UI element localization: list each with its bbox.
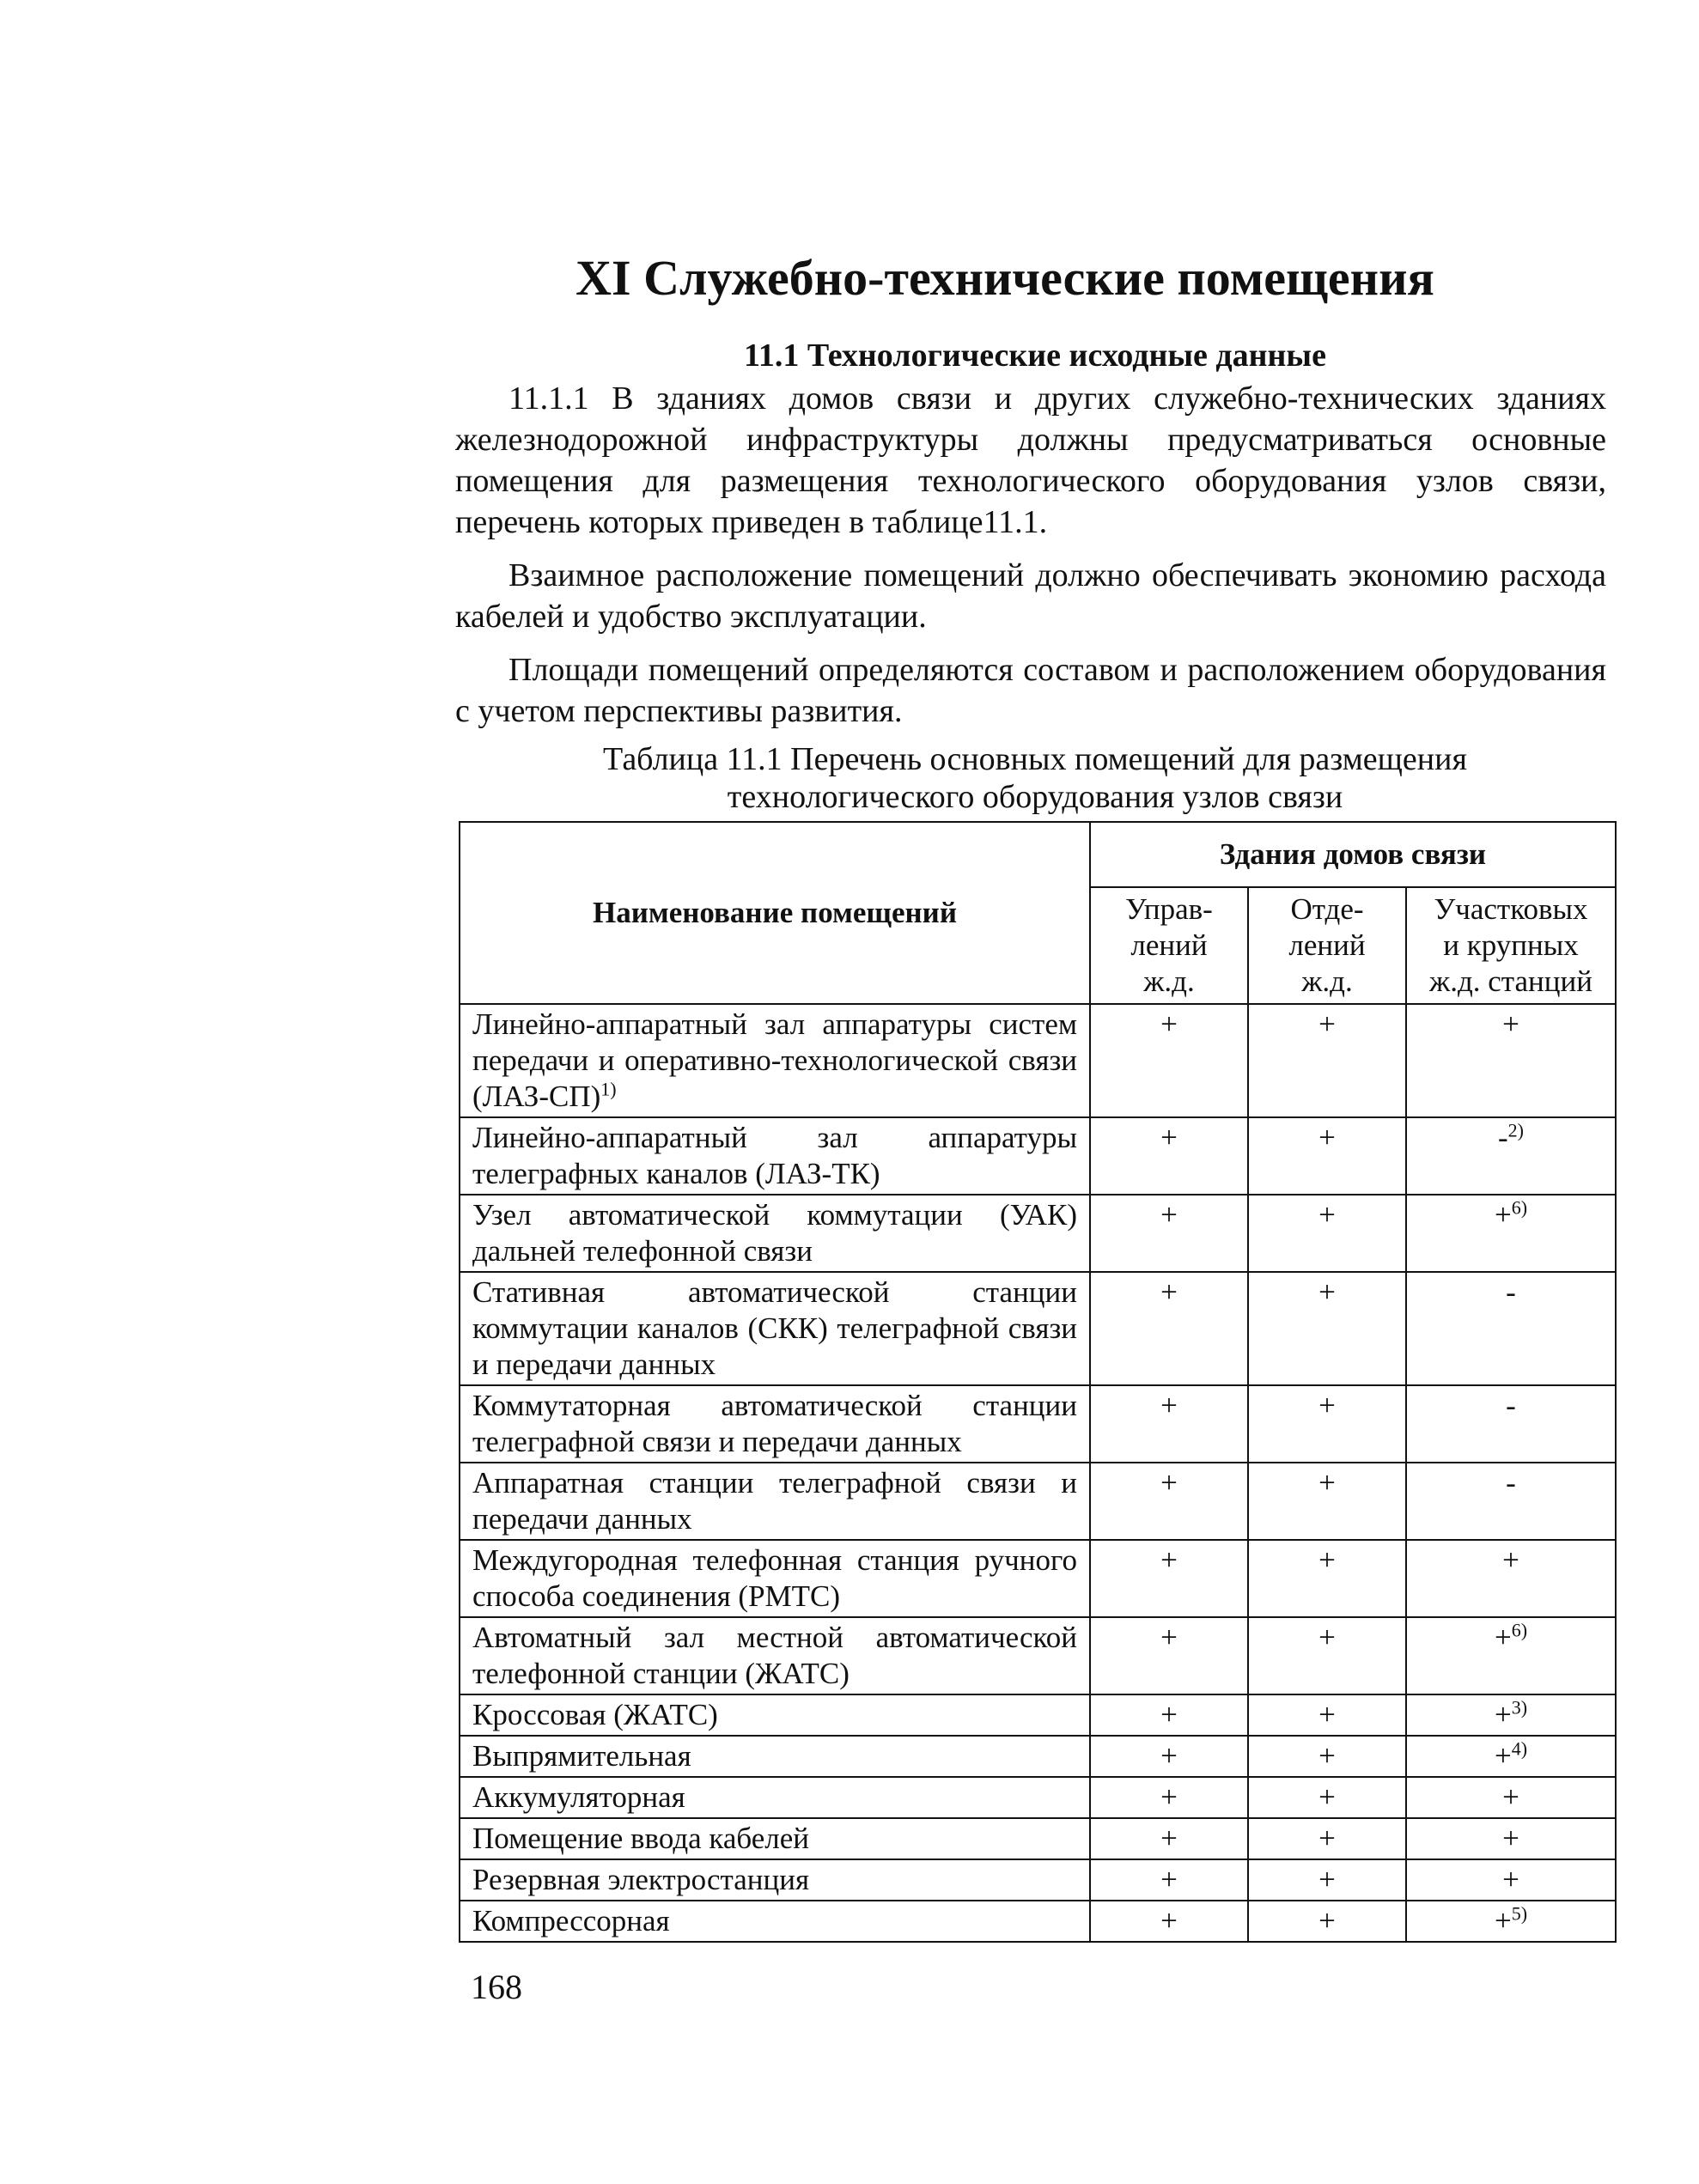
mark-cell-c3 xyxy=(1406,1694,1616,1736)
mark-value: + xyxy=(1318,1543,1336,1577)
table-row xyxy=(460,1004,1616,1117)
table-caption-line: Таблица 11.1 Перечень основных помещений для размещения xyxy=(603,741,1467,777)
header-line: ж.д. xyxy=(1301,964,1353,998)
mark-cell-c2 xyxy=(1248,1859,1406,1901)
table-row xyxy=(460,1463,1616,1540)
mark-cell-c1 xyxy=(1090,1463,1248,1540)
room-name-cell xyxy=(460,1117,1090,1195)
room-name-cell xyxy=(460,1694,1090,1736)
footnote-ref: 5) xyxy=(1511,1902,1528,1925)
mark-value: + xyxy=(1494,1198,1512,1232)
paragraph: 11.1.1 В зданиях домов связи и других служебно-технических зданиях железнодорожной инфраструктуры должны предусматриваться основные помещения для размещения технологического оборудования узлов связи, перечень которых приведен в таблице11.1. xyxy=(455,380,1606,540)
mark-cell-c2 xyxy=(1248,1272,1406,1385)
mark-value: + xyxy=(1318,1389,1336,1422)
header-stations xyxy=(1406,887,1616,1004)
footnote-ref: 6) xyxy=(1511,1196,1528,1219)
mark-cell-c2 xyxy=(1248,1540,1406,1617)
mark-value: + xyxy=(1160,1121,1178,1154)
mark-cell-c3 xyxy=(1406,1540,1616,1617)
room-name-cell xyxy=(460,1540,1090,1617)
mark-value: + xyxy=(1160,1822,1178,1855)
room-name-cell xyxy=(460,1617,1090,1694)
room-name-cell xyxy=(460,1463,1090,1540)
room-name: Узел автоматической коммутации (УАК) дальней телефонной связи xyxy=(472,1198,1077,1268)
mark-value: + xyxy=(1318,1466,1336,1500)
mark-value: + xyxy=(1318,1121,1336,1154)
mark-value: + xyxy=(1318,1780,1336,1814)
mark-cell-c1 xyxy=(1090,1818,1248,1859)
footnote-ref: 6) xyxy=(1511,1619,1528,1641)
mark-value: - xyxy=(1506,1275,1516,1309)
mark-value: + xyxy=(1318,1698,1336,1731)
mark-cell-c1 xyxy=(1090,1901,1248,1942)
mark-value: + xyxy=(1160,1007,1178,1041)
table-row xyxy=(460,1195,1616,1272)
section-title: 11.1 Технологические исходные данные xyxy=(744,338,1326,374)
table-row xyxy=(460,1777,1616,1818)
mark-cell-c3 xyxy=(1406,1463,1616,1540)
mark-value: + xyxy=(1160,1543,1178,1577)
header-buildings: Здания домов связи xyxy=(1090,822,1616,887)
mark-value: + xyxy=(1318,1904,1336,1938)
mark-cell-c1 xyxy=(1090,1540,1248,1617)
mark-value: + xyxy=(1494,1621,1512,1654)
mark-value: + xyxy=(1494,1739,1512,1773)
room-name-cell xyxy=(460,1195,1090,1272)
room-name: Линейно-аппаратный зал аппаратуры систем передачи и оперативно-технологической связи (ЛАЗ-СП) xyxy=(472,1007,1077,1113)
room-name-cell xyxy=(460,1859,1090,1901)
table-row xyxy=(460,1694,1616,1736)
mark-cell-c2 xyxy=(1248,1901,1406,1942)
mark-cell-c1 xyxy=(1090,1694,1248,1736)
header-departments xyxy=(1248,887,1406,1004)
mark-cell-c1 xyxy=(1090,1004,1248,1117)
mark-cell-c3 xyxy=(1406,1901,1616,1942)
room-name: Линейно-аппаратный зал аппаратуры телеграфных каналов (ЛАЗ-ТК) xyxy=(472,1121,1077,1190)
mark-value: + xyxy=(1318,1822,1336,1855)
footnote-ref: 1) xyxy=(600,1078,617,1100)
header-line: и крупных xyxy=(1443,928,1579,962)
mark-value: + xyxy=(1160,1780,1178,1814)
room-name-cell xyxy=(460,1004,1090,1117)
mark-value: - xyxy=(1506,1466,1516,1500)
mark-cell-c3 xyxy=(1406,1195,1616,1272)
mark-value: + xyxy=(1494,1904,1512,1938)
mark-value: + xyxy=(1318,1621,1336,1654)
header-line: Отде- xyxy=(1290,892,1364,926)
room-name-cell xyxy=(460,1818,1090,1859)
mark-value: + xyxy=(1318,1275,1336,1309)
mark-value: + xyxy=(1160,1275,1178,1309)
paragraph: Взаимное расположение помещений должно обеспечивать экономию расхода кабелей и удобство эксплуатации. xyxy=(455,557,1606,635)
mark-value: + xyxy=(1318,1739,1336,1773)
mark-value: + xyxy=(1502,1780,1519,1814)
room-name-cell xyxy=(460,1901,1090,1942)
mark-value: + xyxy=(1502,1822,1519,1855)
table-body xyxy=(460,1004,1616,1942)
room-name-cell xyxy=(460,1736,1090,1777)
room-name: Выпрямительная xyxy=(472,1739,691,1773)
room-name: Компрессорная xyxy=(472,1904,670,1938)
mark-cell-c1 xyxy=(1090,1617,1248,1694)
mark-cell-c1 xyxy=(1090,1859,1248,1901)
mark-cell-c3 xyxy=(1406,1859,1616,1901)
mark-cell-c2 xyxy=(1248,1004,1406,1117)
header-line: ж.д. xyxy=(1143,964,1195,998)
header-line: ж.д. станций xyxy=(1429,964,1592,998)
footnote-ref: 2) xyxy=(1507,1119,1524,1141)
table-row xyxy=(460,1385,1616,1463)
table-row xyxy=(460,1859,1616,1901)
chapter-title: XI Служебно-технические помещения xyxy=(575,250,1434,306)
mark-value: + xyxy=(1160,1863,1178,1896)
mark-value: + xyxy=(1502,1007,1519,1041)
paragraph: Площади помещений определяются составом и расположением оборудования с учетом перспективы развития. xyxy=(455,652,1606,729)
mark-value: + xyxy=(1160,1698,1178,1731)
mark-cell-c2 xyxy=(1248,1617,1406,1694)
table-row xyxy=(460,1736,1616,1777)
header-line: лений xyxy=(1288,928,1366,962)
mark-value: + xyxy=(1160,1466,1178,1500)
table-row xyxy=(460,1818,1616,1859)
table-caption-line: технологического оборудования узлов связи xyxy=(727,779,1343,815)
table-row xyxy=(460,1272,1616,1385)
page-number: 168 xyxy=(471,1968,522,2006)
mark-cell-c1 xyxy=(1090,1117,1248,1195)
mark-cell-c2 xyxy=(1248,1385,1406,1463)
mark-cell-c2 xyxy=(1248,1195,1406,1272)
mark-cell-c3 xyxy=(1406,1818,1616,1859)
room-name: Автоматный зал местной автоматической телефонной станции (ЖАТС) xyxy=(472,1621,1077,1690)
room-name-cell xyxy=(460,1385,1090,1463)
mark-cell-c2 xyxy=(1248,1694,1406,1736)
room-name: Резервная электростанция xyxy=(472,1863,810,1896)
mark-cell-c1 xyxy=(1090,1195,1248,1272)
table-caption xyxy=(481,740,1589,816)
mark-value: + xyxy=(1160,1621,1178,1654)
mark-cell-c3 xyxy=(1406,1736,1616,1777)
mark-cell-c3 xyxy=(1406,1004,1616,1117)
mark-value: + xyxy=(1502,1543,1519,1577)
mark-cell-c3 xyxy=(1406,1117,1616,1195)
room-name: Аппаратная станции телеграфной связи и передачи данных xyxy=(472,1466,1077,1536)
mark-cell-c1 xyxy=(1090,1736,1248,1777)
rooms-table xyxy=(459,821,1617,1943)
table-row xyxy=(460,1617,1616,1694)
mark-value: + xyxy=(1160,1739,1178,1773)
mark-cell-c3 xyxy=(1406,1385,1616,1463)
footnote-ref: 4) xyxy=(1511,1737,1528,1760)
mark-value: - xyxy=(1498,1121,1508,1154)
table-row xyxy=(460,1117,1616,1195)
mark-cell-c1 xyxy=(1090,1272,1248,1385)
mark-value: + xyxy=(1318,1007,1336,1041)
mark-value: + xyxy=(1318,1198,1336,1232)
body-text xyxy=(455,378,1606,744)
room-name: Помещение ввода кабелей xyxy=(472,1822,810,1855)
mark-value: + xyxy=(1318,1863,1336,1896)
mark-value: + xyxy=(1160,1198,1178,1232)
room-name: Кроссовая (ЖАТС) xyxy=(472,1698,718,1731)
header-directorates xyxy=(1090,887,1248,1004)
mark-value: + xyxy=(1502,1863,1519,1896)
mark-value: + xyxy=(1160,1389,1178,1422)
footnote-ref: 3) xyxy=(1511,1696,1528,1719)
mark-cell-c3 xyxy=(1406,1777,1616,1818)
mark-cell-c1 xyxy=(1090,1777,1248,1818)
mark-cell-c2 xyxy=(1248,1818,1406,1859)
mark-value: + xyxy=(1494,1698,1512,1731)
mark-cell-c3 xyxy=(1406,1617,1616,1694)
mark-cell-c2 xyxy=(1248,1463,1406,1540)
room-name: Коммутаторная автоматической станции телеграфной связи и передачи данных xyxy=(472,1389,1077,1458)
table-row xyxy=(460,1540,1616,1617)
header-line: Управ- xyxy=(1125,892,1213,926)
header-line: Участковых xyxy=(1434,892,1588,926)
mark-cell-c2 xyxy=(1248,1736,1406,1777)
room-name: Аккумуляторная xyxy=(472,1780,685,1814)
room-name-cell xyxy=(460,1272,1090,1385)
mark-value: - xyxy=(1506,1389,1516,1422)
header-line: лений xyxy=(1130,928,1208,962)
mark-value: + xyxy=(1160,1904,1178,1938)
mark-cell-c3 xyxy=(1406,1272,1616,1385)
table-row xyxy=(460,1901,1616,1942)
mark-cell-c1 xyxy=(1090,1385,1248,1463)
room-name-cell xyxy=(460,1777,1090,1818)
room-name: Междугородная телефонная станция ручного способа соединения (РМТС) xyxy=(472,1543,1077,1613)
mark-cell-c2 xyxy=(1248,1777,1406,1818)
mark-cell-c2 xyxy=(1248,1117,1406,1195)
room-name: Стативная автоматической станции коммутации каналов (СКК) телеграфной связи и передачи данных xyxy=(472,1275,1077,1381)
header-room-name: Наименование помещений xyxy=(460,822,1090,1004)
